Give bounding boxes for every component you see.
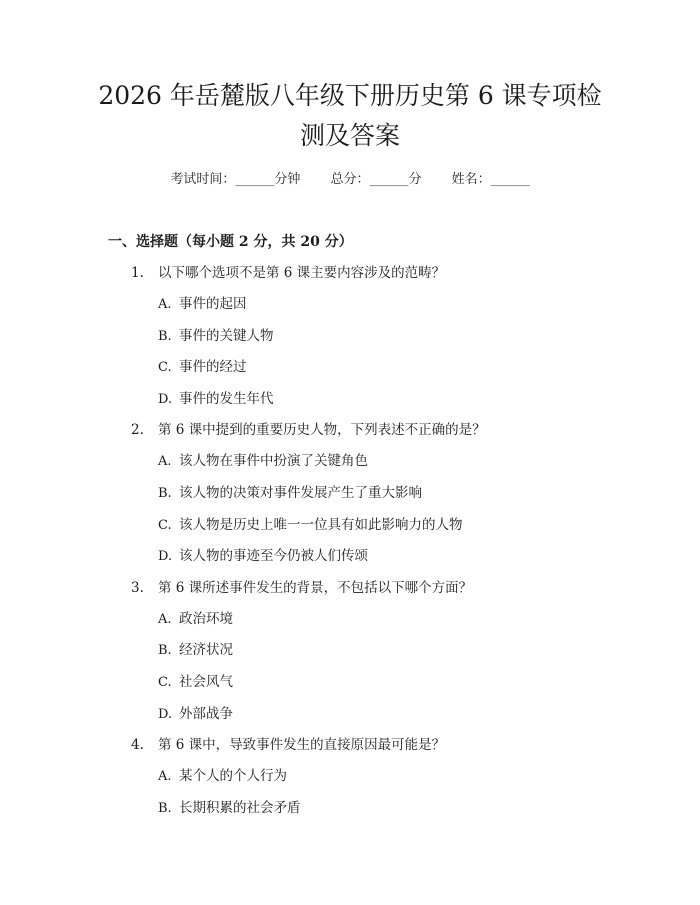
- exam-time: 考试时间：______分钟: [170, 172, 301, 187]
- question-3: [0, 573, 700, 730]
- option-text: 该人物的决策对事件发展产生了重大影响: [179, 484, 422, 501]
- question-2: [0, 415, 700, 572]
- option-d: [0, 541, 700, 573]
- option-b: [0, 793, 700, 825]
- option-c: [0, 510, 700, 542]
- question-number: 2.: [131, 422, 144, 439]
- option-text: 长期积累的社会矛盾: [179, 799, 301, 816]
- option-a: [0, 604, 700, 636]
- option-label: D.: [158, 706, 173, 722]
- option-d: [0, 699, 700, 731]
- option-b: [0, 321, 700, 353]
- option-text: 外部战争: [179, 705, 233, 722]
- option-label: B.: [158, 485, 172, 501]
- question-text: 以下哪个选项不是第 6 课主要内容涉及的范畴？: [158, 265, 446, 281]
- option-text: 该人物在事件中扮演了关键角色: [179, 453, 368, 470]
- question-number: 3.: [131, 579, 144, 596]
- option-label: B.: [158, 643, 172, 659]
- option-label: D.: [158, 391, 173, 407]
- option-label: A.: [158, 297, 172, 312]
- option-text: 社会风气: [179, 673, 233, 690]
- option-label: C.: [158, 517, 172, 533]
- option-a: [0, 289, 700, 321]
- exam-score: 总分：______分: [330, 172, 422, 187]
- option-text: 该人物的事迹至今仍被人们传颂: [179, 548, 368, 565]
- option-text: 事件的起因: [179, 296, 247, 312]
- question-number: 4.: [131, 737, 144, 754]
- option-label: B.: [158, 328, 172, 344]
- option-text: 政治环境: [179, 610, 233, 627]
- option-label: D.: [158, 549, 173, 565]
- option-text: 某个人的个人行为: [179, 768, 287, 785]
- option-text: 经济状况: [179, 642, 233, 659]
- option-text: 事件的关键人物: [179, 327, 274, 344]
- option-label: C.: [158, 360, 172, 376]
- option-label: C.: [158, 674, 172, 690]
- option-label: A.: [158, 611, 172, 627]
- option-text: 该人物是历史上唯一一位具有如此影响力的人物: [179, 516, 463, 533]
- question-1: [0, 258, 700, 415]
- option-label: A.: [158, 454, 172, 470]
- option-a: [0, 446, 700, 478]
- title-line-1: 2026 年岳麓版八年级下册历史第 6 课专项检: [98, 81, 602, 110]
- question-text: 第 6 课中，导致事件发生的直接原因最可能是？: [158, 737, 446, 754]
- option-label: B.: [158, 800, 172, 816]
- question-text: 第 6 课所述事件发生的背景，不包括以下哪个方面？: [158, 579, 473, 596]
- question-text: 第 6 课中提到的重要历史人物，下列表述不正确的是？: [158, 422, 486, 439]
- option-c: [0, 352, 700, 384]
- title-line-2: 测及答案: [299, 121, 400, 150]
- question-list: [0, 258, 700, 824]
- exam-name: 姓名：______: [451, 172, 530, 187]
- question-number: 1.: [131, 265, 144, 281]
- section-title: 一、选择题（每小题 2 分，共 20 分）: [108, 234, 353, 250]
- option-b: [0, 635, 700, 667]
- option-b: [0, 478, 700, 510]
- document-title: [60, 76, 640, 156]
- question-4: [0, 730, 700, 824]
- option-label: A.: [158, 769, 172, 785]
- option-d: [0, 384, 700, 416]
- option-text: 事件的经过: [179, 359, 247, 376]
- option-a: [0, 761, 700, 793]
- option-text: 事件的发生年代: [179, 390, 274, 407]
- option-c: [0, 667, 700, 699]
- exam-meta: [0, 168, 700, 187]
